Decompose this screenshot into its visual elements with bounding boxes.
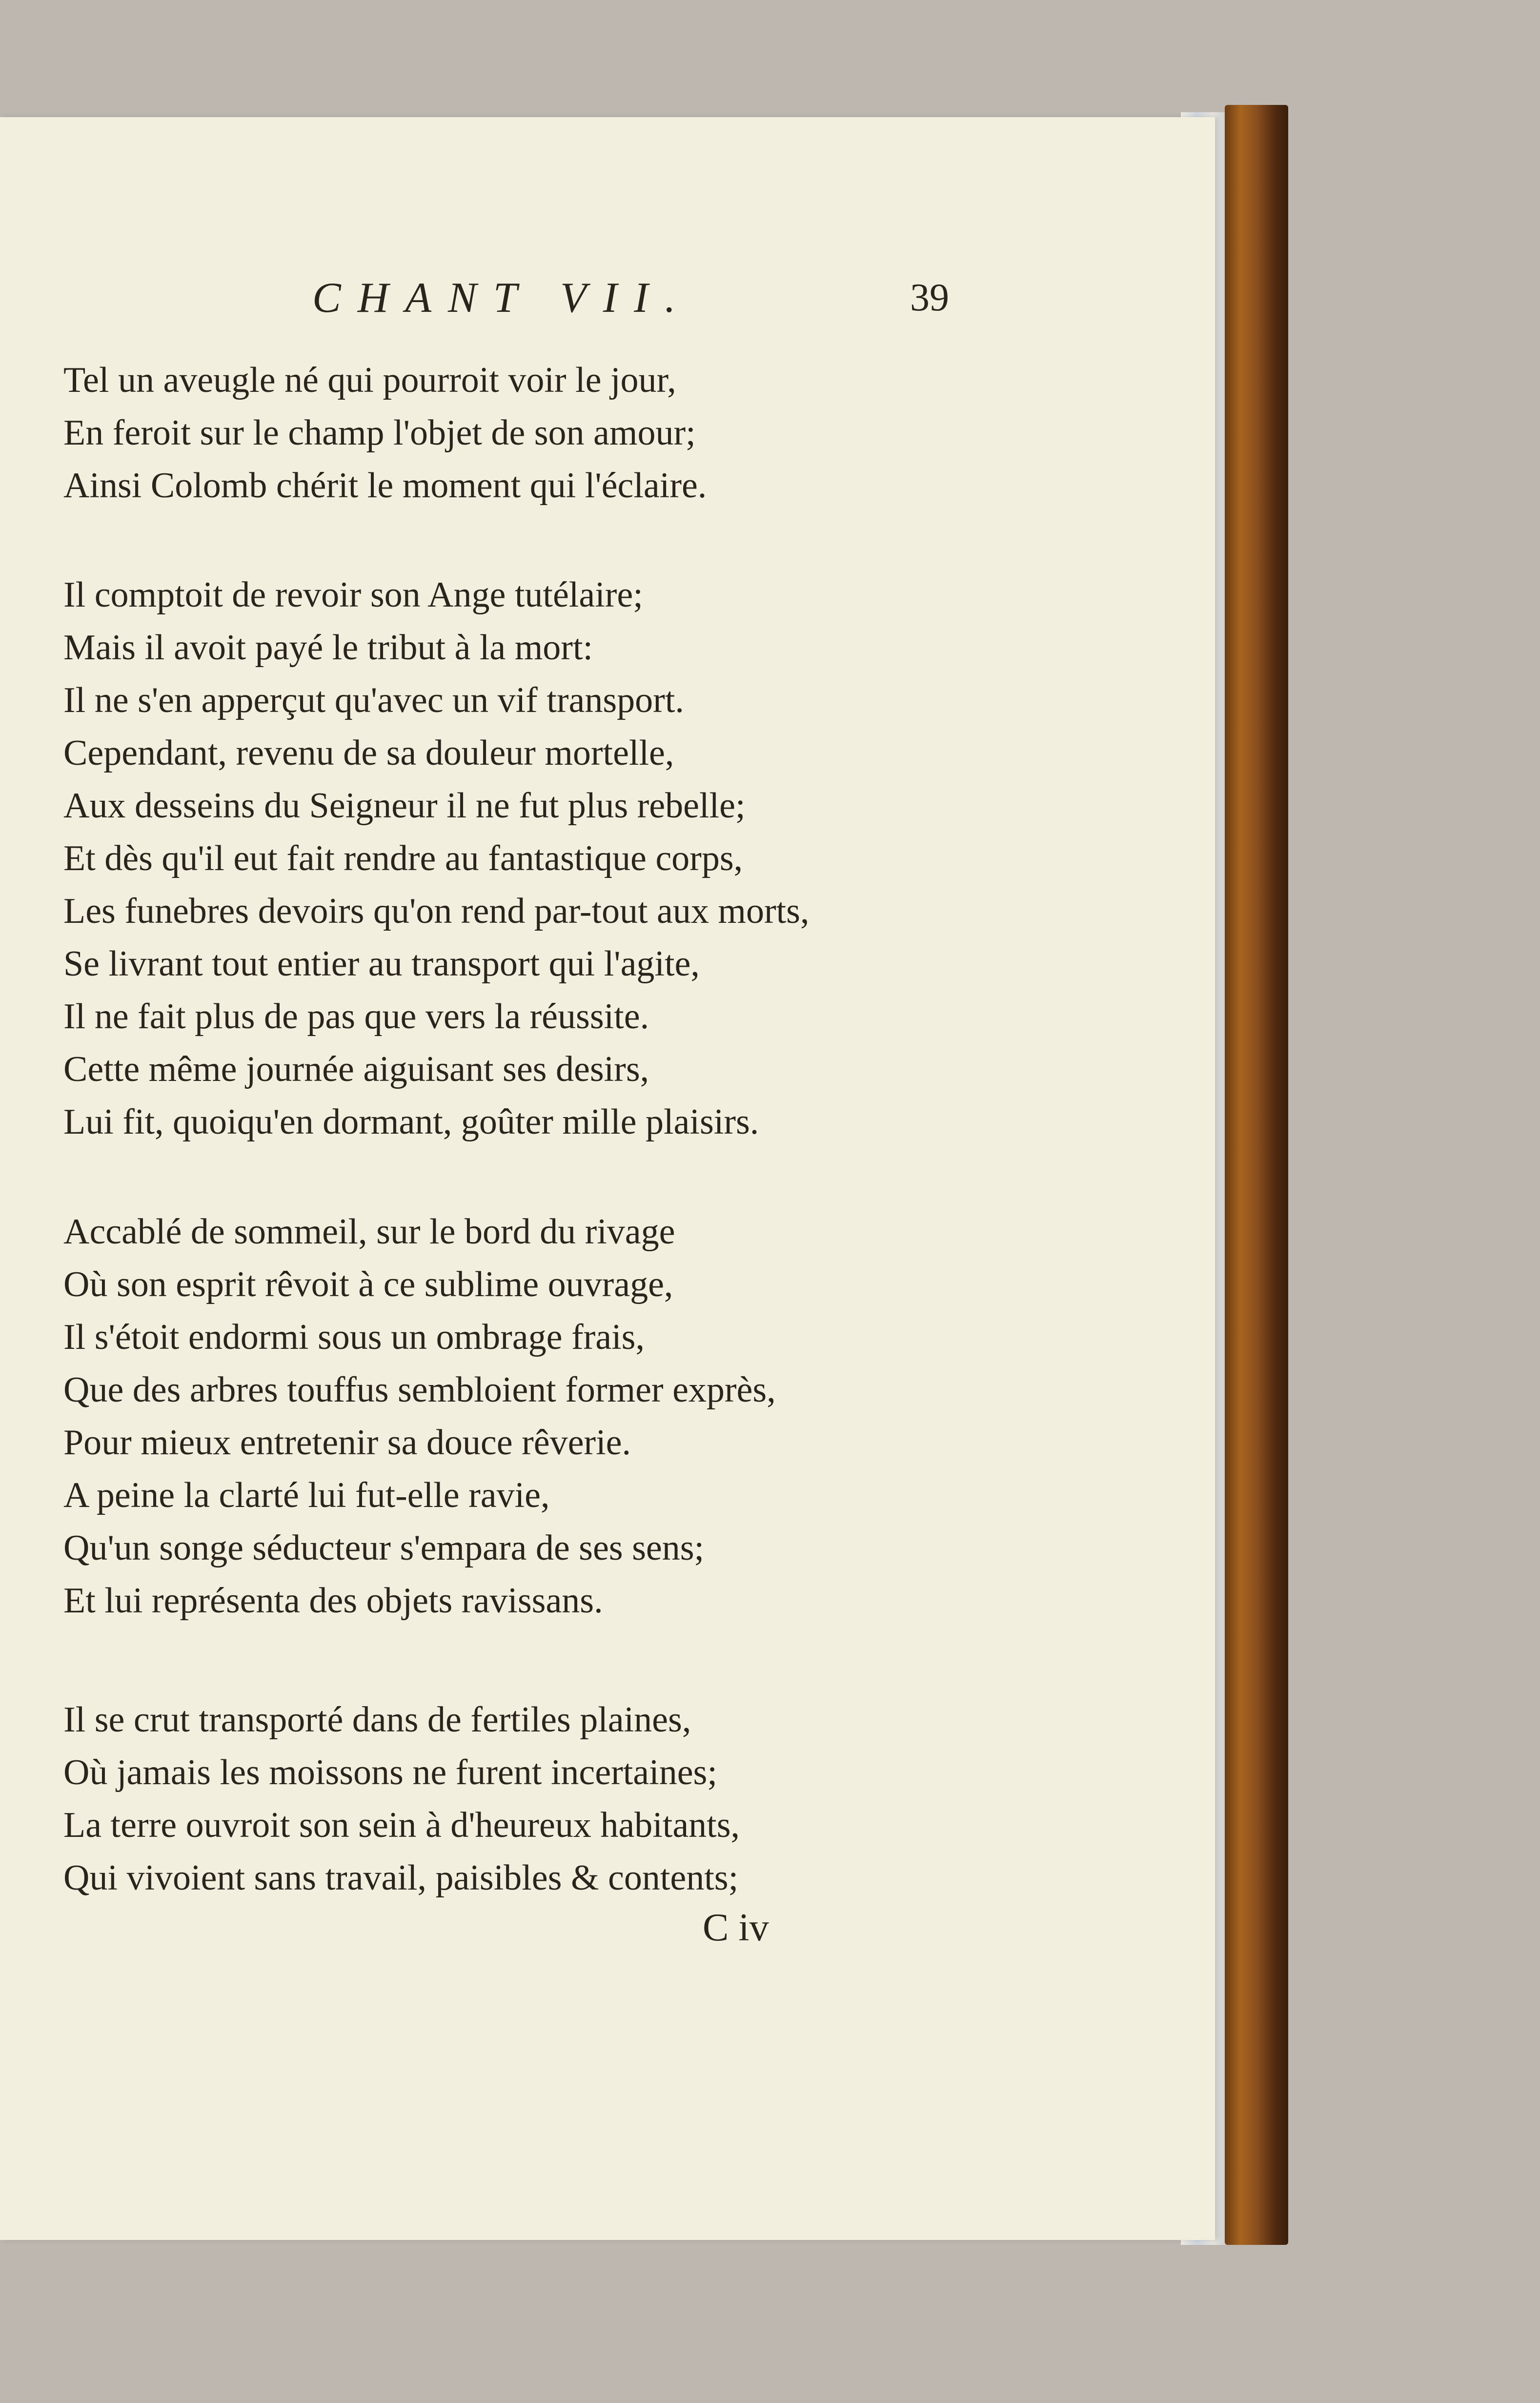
verse-line: Mais il avoit payé le tribut à la mort:: [63, 628, 593, 668]
verse-line: En feroit sur le champ l'objet de son amour;: [63, 413, 696, 453]
verse-line: Tel un aveugle né qui pourroit voir le jour,: [63, 360, 676, 400]
verse-line: Ainsi Colomb chérit le moment qui l'éclaire.: [63, 466, 707, 506]
verse-line: Cette même journée aiguisant ses desirs,: [63, 1049, 649, 1089]
verse-line: Il comptoit de revoir son Ange tutélaire;: [63, 575, 643, 615]
verse-line: La terre ouvroit son sein à d'heureux habitants,: [63, 1805, 740, 1845]
verse-line: Où son esprit rêvoit à ce sublime ouvrage,: [63, 1264, 673, 1304]
verse-line: Et lui représenta des objets ravissans.: [63, 1581, 603, 1621]
verse-line: Aux desseins du Seigneur il ne fut plus rebelle;: [63, 786, 746, 826]
book-spine: [1225, 105, 1288, 2245]
verse-line: Qu'un songe séducteur s'empara de ses sens;: [63, 1528, 705, 1568]
stanza-1: [63, 354, 991, 512]
stanza-3: [63, 1205, 991, 1627]
verse-line: Cependant, revenu de sa douleur mortelle,: [63, 733, 674, 773]
verse-line: A peine la clarté lui fut-elle ravie,: [63, 1475, 550, 1515]
stanza-4: [63, 1693, 991, 1904]
stanza-2: [63, 569, 991, 1148]
verse-line: Il ne s'en apperçut qu'avec un vif transport.: [63, 680, 684, 720]
verse-line: Il ne fait plus de pas que vers la réussite.: [63, 997, 649, 1037]
verse-line: Accablé de sommeil, sur le bord du rivage: [63, 1212, 675, 1252]
verse-line: Et dès qu'il eut fait rendre au fantastique corps,: [63, 838, 743, 878]
verse-line: Qui vivoient sans travail, paisibles & contents;: [63, 1858, 739, 1898]
running-head: CHANT VII.: [312, 274, 692, 322]
verse-line: Que des arbres touffus sembloient former exprès,: [63, 1370, 776, 1410]
verse-line: Se livrant tout entier au transport qui l'agite,: [63, 944, 700, 984]
verse-line: Lui fit, quoiqu'en dormant, goûter mille plaisirs.: [63, 1102, 759, 1142]
signature-mark: C iv: [703, 1906, 769, 1949]
page-number: 39: [910, 276, 949, 319]
verse-line: Les funebres devoirs qu'on rend par-tout aux morts,: [63, 891, 810, 931]
verse-line: Il s'étoit endormi sous un ombrage frais,: [63, 1317, 645, 1357]
verse-line: Il se crut transporté dans de fertiles plaines,: [63, 1700, 691, 1740]
verse-line: Où jamais les moissons ne furent incertaines;: [63, 1752, 717, 1792]
verse-line: Pour mieux entretenir sa douce rêverie.: [63, 1423, 631, 1463]
